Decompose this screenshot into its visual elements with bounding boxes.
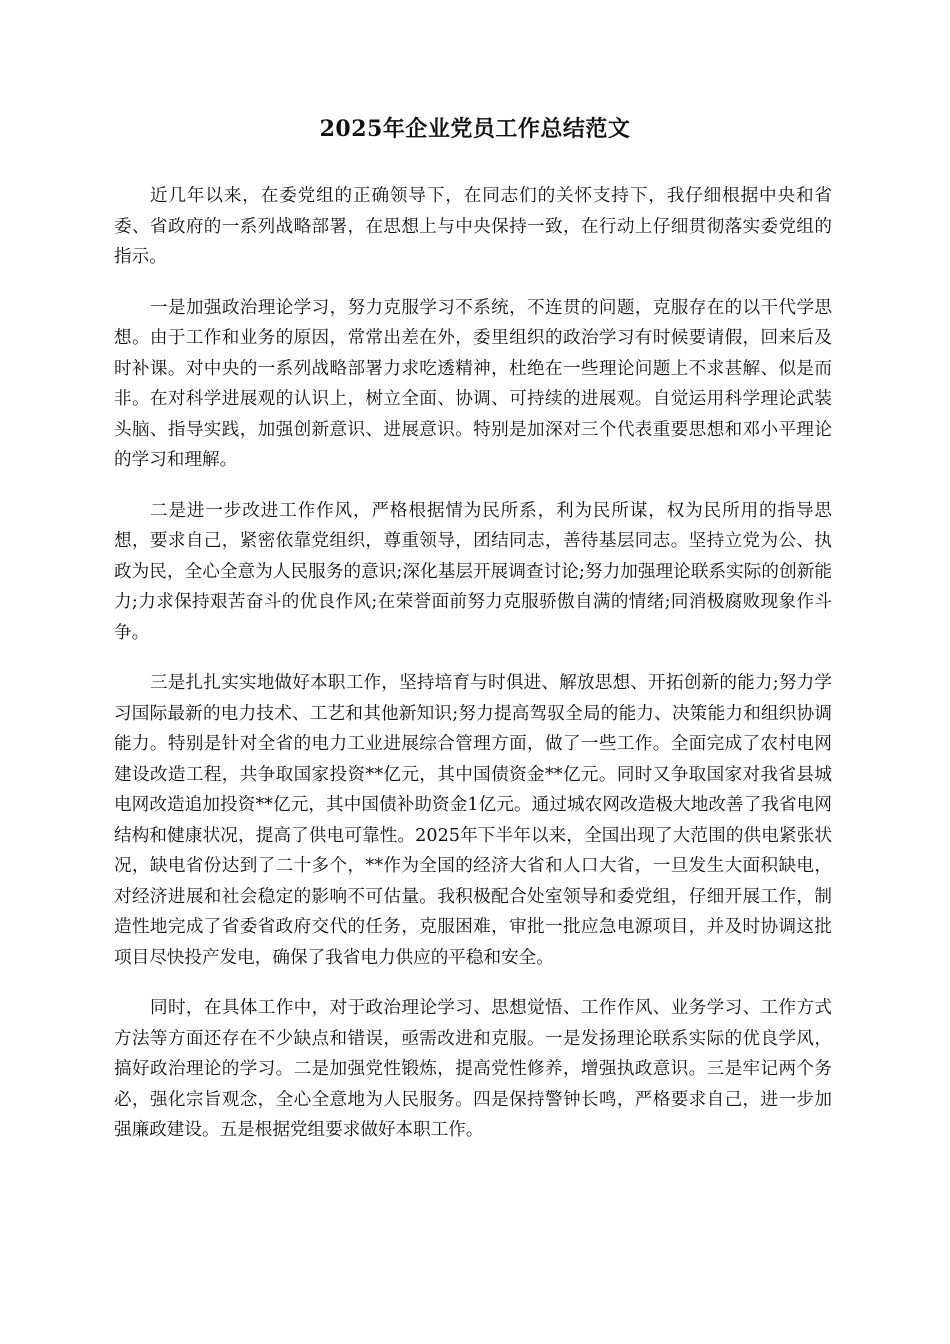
paragraph-work-style: 二是进一步改进工作作风，严格根据情为民所系，利为民所谋，权为民所用的指导思想，要求自己，紧密依靠党组织，尊重领导，团结同志，善待基层同志。坚持立党为公、执政为民，全心全意为人民服务的意识;深化基层开展调查讨论;努力加强理论联系实际的创新能力;力求保持艰苦奋斗的优良作风;在荣誉面前努力克服骄傲自满的情绪;同消极腐败现象作斗争。 — [114, 500, 832, 643]
document-body — [114, 181, 832, 1166]
paragraph-core-work: 三是扎扎实实地做好本职工作，坚持培育与时俱进、解放思想、开拓创新的能力;努力学习国际最新的电力技术、工艺和其他新知识;努力提高驾驭全局的能力、决策能力和组织协调能力。特别是针对全省的电力工业进展综合管理方面，做了一些工作。全面完成了农村电网建设改造工程，共争取国家投资**亿元，其中国债资金**亿元。同时又争取国家对我省县城电网改造追加投资**亿元，其中国债补助资金1亿元。通过城农网改造极大地改善了我省电网结构和健康状况，提高了供电可靠性。2025年下半年以来，全国出现了大范围的供电紧张状况，缺电省份达到了二十多个，**作为全国的经济大省和人口大省，一旦发生大面积缺电，对经济进展和社会稳定的影响不可估量。我积极配合处室领导和委党组，仔细开展工作，制造性地完成了省委省政府交代的任务，克服困难，审批一批应急电源项目，并及时协调这批项目尽快投产发电，确保了我省电力供应的平稳和安全。 — [114, 673, 832, 968]
paragraph-intro: 近几年以来，在委党组的正确领导下，在同志们的关怀支持下，我仔细根据中央和省委、省政府的一系列战略部署，在思想上与中央保持一致，在行动上仔细贯彻落实委党组的指示。 — [114, 186, 832, 267]
paragraph-political-study: 一是加强政治理论学习，努力克服学习不系统，不连贯的问题，克服存在的以干代学思想。由于工作和业务的原因，常常出差在外，委里组织的政治学习有时候要请假，回来后及时补课。对中央的一系列战略部署力求吃透精神，杜绝在一些理论问题上不求甚解、似是而非。在对科学进展观的认识上，树立全面、协调、可持续的进展观。自觉运用科学理论武装头脑、指导实践，加强创新意识、进展意识。特别是加深对三个代表重要思想和邓小平理论的学习和理解。 — [114, 297, 832, 470]
paragraph-shortcomings: 同时，在具体工作中，对于政治理论学习、思想觉悟、工作作风、业务学习、工作方式方法等方面还存在不少缺点和错误，亟需改进和克服。一是发扬理论联系实际的优良学风，搞好政治理论的学习。二是加强党性锻炼，提高党性修养，增强执政意识。三是牢记两个务必，强化宗旨观念，全心全意地为人民服务。四是保持警钟长鸣，严格要求自己，进一步加强廉政建设。五是根据党组要求做好本职工作。 — [114, 998, 832, 1140]
document-title: 2025年企业党员工作总结范文 — [319, 116, 631, 142]
